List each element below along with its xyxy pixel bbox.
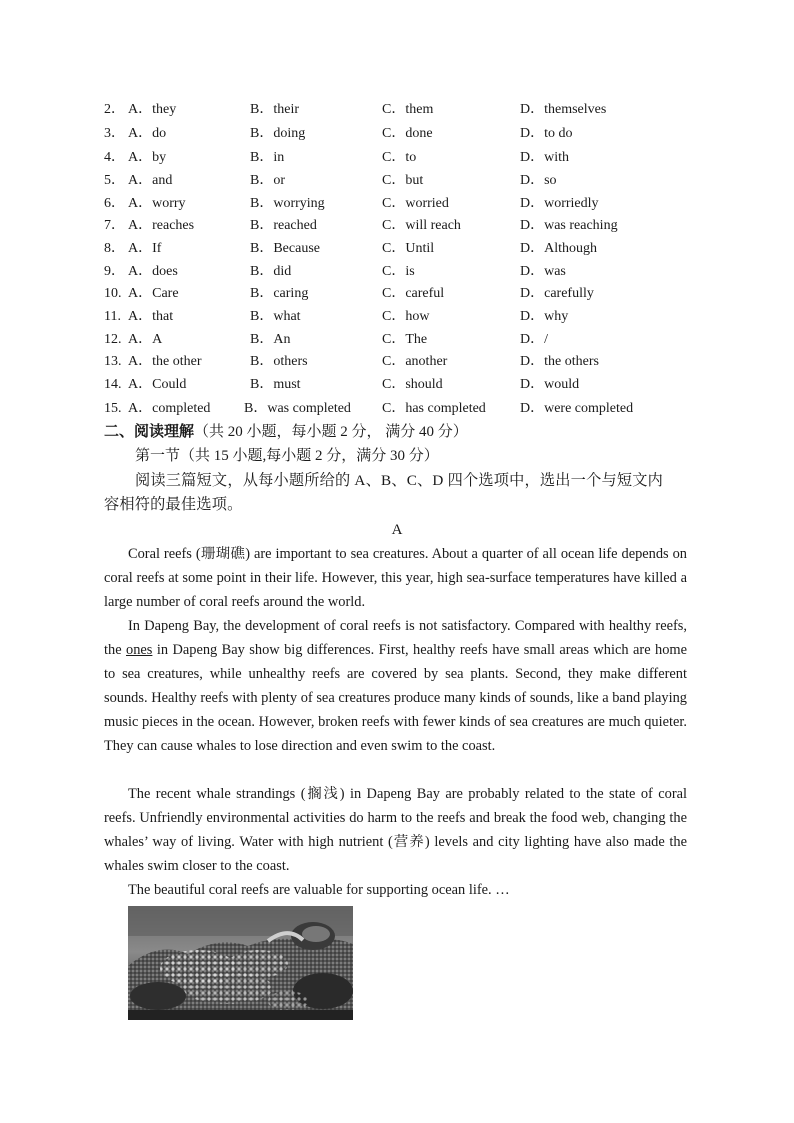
question-number: 9．	[104, 264, 125, 279]
paragraph-text: The beautiful coral reefs are valuable for supporting ocean life. …	[128, 882, 510, 898]
section-title-note: （共 20 小题，每小题 2 分， 满分 40 分）	[194, 424, 468, 440]
option-d: D．so	[520, 173, 557, 188]
option-b: B．their	[250, 102, 299, 117]
option-c: C．should	[382, 377, 443, 392]
option-c: C．them	[382, 102, 434, 117]
underlined-word: ones	[126, 642, 153, 658]
option-d: D．/	[520, 332, 548, 347]
option-c: C．to	[382, 150, 417, 165]
option-d: D．with	[520, 150, 569, 165]
option-b: B．others	[250, 354, 308, 369]
option-a: A．do	[128, 126, 167, 141]
option-a: A．Care	[128, 286, 179, 301]
option-c: C．done	[382, 126, 433, 141]
question-number: 7．	[104, 218, 125, 233]
question-number: 13.	[104, 354, 122, 369]
paragraph-4	[104, 878, 687, 902]
section-heading	[104, 421, 468, 443]
option-d: D．was reaching	[520, 218, 618, 233]
option-c: C．has completed	[382, 401, 486, 416]
option-c: C．worried	[382, 196, 449, 211]
option-a: A．and	[128, 173, 173, 188]
option-c: C．but	[382, 173, 424, 188]
option-c: C．another	[382, 354, 448, 369]
option-b: B．reached	[250, 218, 317, 233]
option-c: C．how	[382, 309, 430, 324]
question-number: 8．	[104, 241, 125, 256]
question-number: 2．	[104, 102, 125, 117]
option-b: B．what	[250, 309, 301, 324]
option-d: D．would	[520, 377, 580, 392]
question-number: 5．	[104, 173, 125, 188]
option-d: D．themselves	[520, 102, 607, 117]
paragraph-text: Coral reefs (珊瑚礁) are important to sea creatures. About a quarter of all ocean life depends on coral reefs at some point in their life. However, this year, high sea-surface temperatures have killed a large number of coral reefs around the world.	[104, 546, 687, 610]
option-c: C．is	[382, 264, 415, 279]
option-c: C．Until	[382, 241, 435, 256]
option-c: C．The	[382, 332, 428, 347]
option-d: D．to do	[520, 126, 573, 141]
question-number: 4．	[104, 150, 125, 165]
option-a: A．reaches	[128, 218, 195, 233]
option-a: A．completed	[128, 401, 211, 416]
passage-label: A	[391, 522, 403, 538]
option-d: D．Although	[520, 241, 597, 256]
question-number: 15.	[104, 401, 122, 416]
option-a: A．that	[128, 309, 174, 324]
option-b: B．did	[250, 264, 292, 279]
option-d: D．carefully	[520, 286, 594, 301]
option-b: B．or	[250, 173, 285, 188]
option-d: D．the others	[520, 354, 599, 369]
option-b: B．must	[250, 377, 301, 392]
coral-reef-image	[128, 906, 353, 1020]
paragraph-text: The recent whale strandings (搁浅) in Dapeng Bay are probably related to the state of coral reefs. Unfriendly environmental activities do harm to the reefs and break the food web, changing the whales’ way of living. Water with high nutrient (营养) levels and city lighting have also made the whales swim closer to the coast.	[104, 786, 687, 874]
option-a: A．they	[128, 102, 177, 117]
question-number: 14.	[104, 377, 122, 392]
question-number: 6．	[104, 196, 125, 211]
question-number: 12.	[104, 332, 122, 347]
question-number: 3．	[104, 126, 125, 141]
section-title: 二、阅读理解	[104, 424, 195, 440]
option-a: A．by	[128, 150, 167, 165]
option-a: A．Could	[128, 377, 187, 392]
option-b: B．was completed	[244, 401, 351, 416]
option-b: B．Because	[250, 241, 320, 256]
paragraph-3	[104, 782, 687, 878]
option-d: D．why	[520, 309, 569, 324]
instruction-line-1: 阅读三篇短文，从每小题所给的 A、B、C、D 四个选项中，选出一个与短文内	[135, 472, 664, 489]
option-a: A．the other	[128, 354, 202, 369]
option-a: A．does	[128, 264, 178, 279]
paragraph-text: In Dapeng Bay, the development of coral reefs is not satisfactory. Compared with healthy reefs, the	[104, 618, 687, 658]
paragraph-1	[104, 542, 687, 614]
part-heading: 第一节（共 15 小题,每小题 2 分，满分 30 分）	[135, 448, 439, 464]
option-b: B．worrying	[250, 196, 325, 211]
coral-reef-photo	[128, 906, 353, 1020]
instruction-line-2: 容相符的最佳选项。	[104, 496, 243, 513]
paragraph-2	[104, 614, 687, 758]
option-b: B．doing	[250, 126, 306, 141]
option-b: B．An	[250, 332, 291, 347]
option-a: A．If	[128, 241, 162, 256]
question-number: 10.	[104, 286, 122, 301]
instructions	[104, 469, 694, 517]
option-d: D．were completed	[520, 401, 634, 416]
option-c: C．careful	[382, 286, 445, 301]
option-a: A．A	[128, 332, 163, 347]
option-c: C．will reach	[382, 218, 461, 233]
option-b: B．in	[250, 150, 285, 165]
question-number: 11.	[104, 309, 121, 324]
option-d: D．worriedly	[520, 196, 599, 211]
option-b: B．caring	[250, 286, 309, 301]
option-a: A．worry	[128, 196, 186, 211]
option-d: D．was	[520, 264, 566, 279]
paragraph-text: in Dapeng Bay show big differences. First, healthy reefs have small areas which are home to sea creatures, while unhealthy reefs are covered by sea plants. Second, they make different sounds. Healthy reefs with plenty of sea creatures produce many kinds of sounds, like a band playing music pieces in the ocean. However, broken reefs with fewer kinds of sea creatures are much quieter. They can cause whales to lose direction and even swim to the coast.	[104, 642, 687, 754]
